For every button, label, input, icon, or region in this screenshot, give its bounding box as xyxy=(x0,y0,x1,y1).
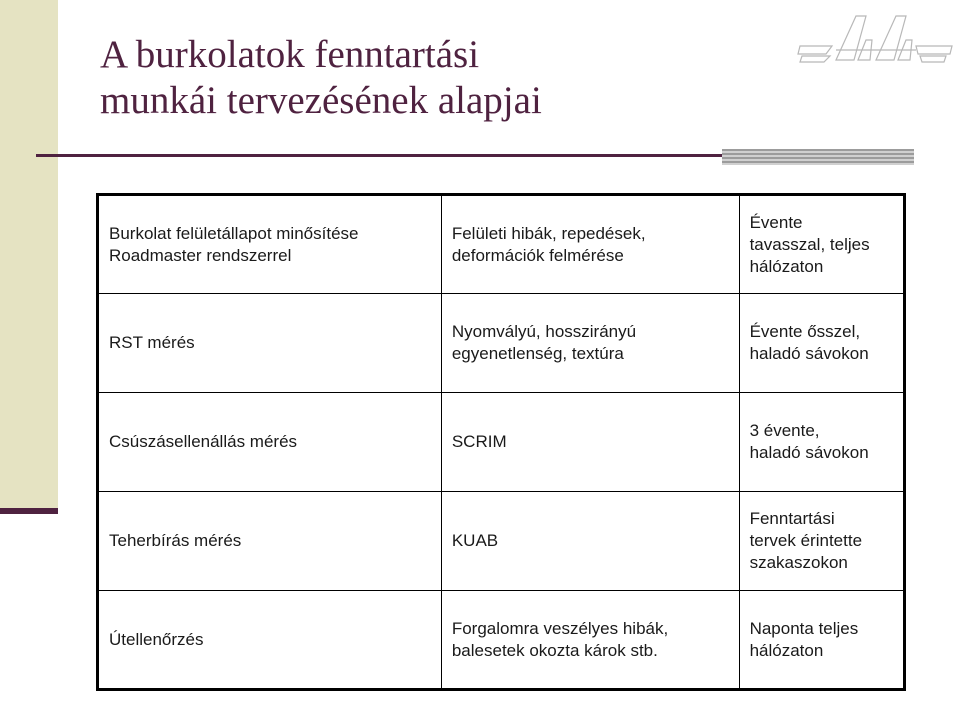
table-cell-scope: KUAB xyxy=(441,492,739,591)
table-cell-scope: Forgalomra veszélyes hibák, balesetek okozta károk stb. xyxy=(441,591,739,690)
table-row xyxy=(98,492,905,591)
table-cell-measurement: Teherbírás mérés xyxy=(98,492,442,591)
table-cell-frequency: Évente ősszel, haladó sávokon xyxy=(739,294,904,393)
slide-title-line-1: A burkolatok fenntartási xyxy=(100,33,480,76)
table-cell-measurement: Csúszásellenállás mérés xyxy=(98,393,442,492)
table-row xyxy=(98,393,905,492)
table-cell-frequency: 3 évente, haladó sávokon xyxy=(739,393,904,492)
table-row xyxy=(98,294,905,393)
title-underline xyxy=(36,154,722,157)
table-cell-measurement: RST mérés xyxy=(98,294,442,393)
left-decor-band xyxy=(0,0,58,514)
table-row xyxy=(98,195,905,294)
table-cell-scope: Nyomvályú, hosszirányú egyenetlenség, textúra xyxy=(441,294,739,393)
table-cell-frequency: Naponta teljes hálózaton xyxy=(739,591,904,690)
title-underline-grey-bar xyxy=(722,149,914,165)
aa-logo-icon xyxy=(796,10,956,70)
table-row xyxy=(98,591,905,690)
table-cell-frequency: Évente tavasszal, teljes hálózaton xyxy=(739,195,904,294)
table-cell-frequency: Fenntartási tervek érintette szakaszokon xyxy=(739,492,904,591)
slide-title-line-2: munkái tervezésének alapjai xyxy=(100,79,542,122)
table-cell-measurement: Útellenőrzés xyxy=(98,591,442,690)
left-decor-band-edge xyxy=(0,508,58,514)
table-cell-scope: Felületi hibák, repedések, deformációk felmérése xyxy=(441,195,739,294)
table-cell-measurement: Burkolat felületállapot minősítése Roadmaster rendszerrel xyxy=(98,195,442,294)
measurement-table xyxy=(96,193,906,691)
slide-title xyxy=(100,32,720,124)
table-cell-scope: SCRIM xyxy=(441,393,739,492)
